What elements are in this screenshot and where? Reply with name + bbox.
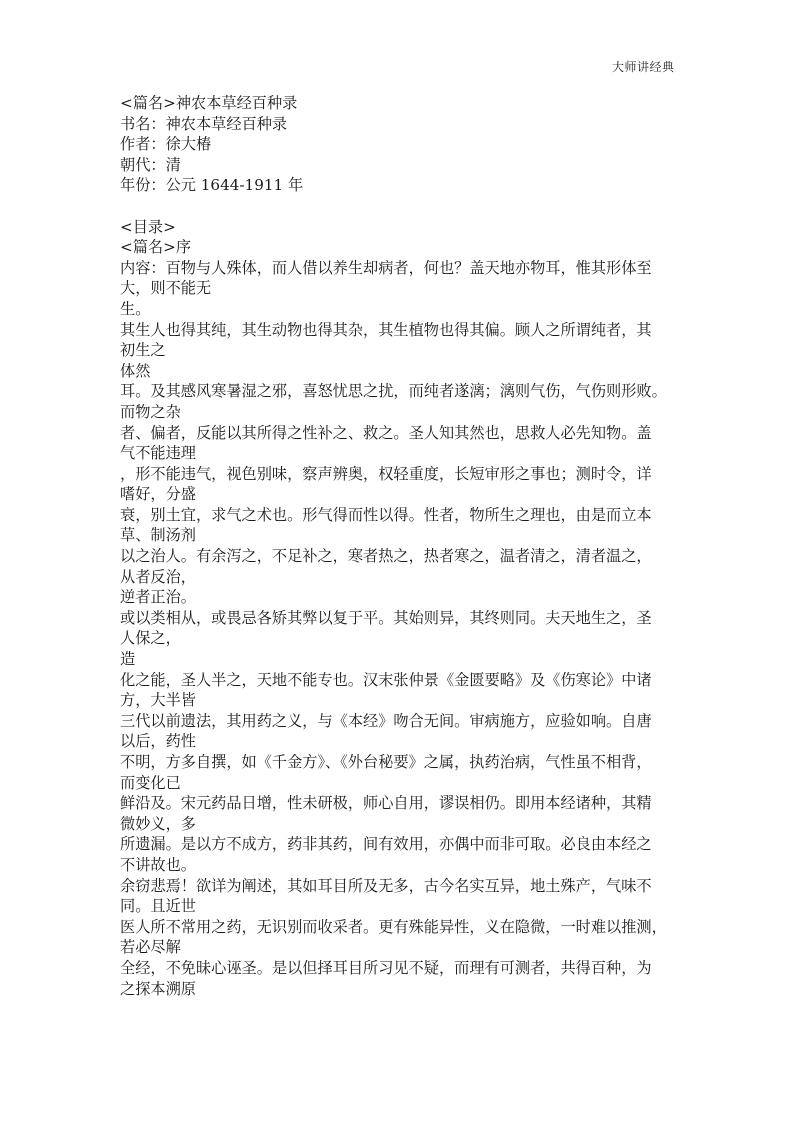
text-line: 微妙义，多 xyxy=(120,814,196,833)
text-line: 初生之 xyxy=(120,341,166,360)
text-line: 生。 xyxy=(120,299,151,318)
book-name-line: 书名：神农本草经百种录 xyxy=(120,114,288,133)
text-line: 化之能，圣人半之，天地不能专也。汉末张仲景《金匮要略》及《伤寒论》中诸 xyxy=(120,670,652,689)
text-line: 不讲故也。 xyxy=(120,855,196,874)
title-line: <篇名>神农本草经百种录 xyxy=(120,94,298,112)
text-line: 造 xyxy=(120,650,136,669)
text-line: 体然 xyxy=(120,361,151,380)
text-line: 全经，不免昧心诬圣。是以但择耳目所习见不疑，而理有可测者，共得百种，为 xyxy=(120,958,652,977)
text-line: 同。且近世 xyxy=(120,897,196,916)
text-line: 衰，别土宜，求气之术也。形气得而性以得。性者，物所生之理也，由是而立本 xyxy=(120,505,652,524)
text-line: 或以类相从，或畏忌各矫其弊以复于平。其始则异，其终则同。夫天地生之，圣 xyxy=(120,608,652,627)
text-line: 草、制汤剂 xyxy=(120,526,196,545)
text-line: 从者反治， xyxy=(120,567,196,586)
text-line: 而物之杂 xyxy=(120,402,181,421)
text-line: 以之治人。有余泻之，不足补之，寒者热之，热者寒之，温者清之，清者温之， xyxy=(120,547,652,566)
text-line: 若必尽解 xyxy=(120,938,181,957)
text-line: 鲜沿及。宋元药品日增，性未研极，师心自用，谬误相仍。即用本经诸种，其精 xyxy=(120,794,652,813)
text-line: 不明，方多自撰，如《千金方》、《外台秘要》之属，执药治病，气性虽不相背， xyxy=(120,753,652,771)
text-line: 逆者正治。 xyxy=(120,588,196,607)
text-line: 耳。及其感风寒暑湿之邪，喜怒忧思之扰，而纯者遂漓；漓则气伤，气伤则形败。 xyxy=(120,382,667,401)
text-line: 以后，药性 xyxy=(120,732,196,751)
table-of-contents xyxy=(120,217,680,258)
text-line: 而变化已 xyxy=(120,773,181,792)
text-line: 三代以前遗法，其用药之义，与《本经》吻合无间。审病施方，应验如响。自唐 xyxy=(120,711,652,730)
text-line: 医人所不常用之药，无识别而收采者。更有殊能异性，义在隐微，一时难以推测， xyxy=(120,917,667,936)
text-line: 之探本溯原 xyxy=(120,979,196,998)
text-line: 大，则不能无 xyxy=(120,279,212,298)
preface-text xyxy=(120,258,680,999)
page-header: 大师讲经典 xyxy=(612,60,675,74)
section-title: <篇名>序 xyxy=(120,238,192,257)
text-line: 气不能违理 xyxy=(120,444,196,463)
text-line: 人保之， xyxy=(120,629,181,648)
dynasty-line: 朝代：清 xyxy=(120,155,181,174)
text-line: 所遗漏。是以方不成方，药非其药，间有效用，亦偶中而非可取。必良由本经之 xyxy=(120,835,652,854)
text-line: 者、偏者，反能以其所得之性补之、救之。圣人知其然也，思救人必先知物。盖 xyxy=(120,423,652,442)
spacer xyxy=(120,196,680,217)
text-line: 方，大半皆 xyxy=(120,691,196,710)
year-line: 年份：公元 1644-1911 年 xyxy=(120,176,304,195)
author-line: 作者：徐大椿 xyxy=(120,135,212,154)
catalog-label: <目录> xyxy=(120,217,176,236)
text-line: 内容：百物与人殊体，而人借以养生却病者，何也？盖天地亦物耳，惟其形体至 xyxy=(120,258,652,277)
text-line: 其生人也得其纯，其生动物也得其杂，其生植物也得其偏。顾人之所谓纯者，其 xyxy=(120,320,652,339)
document-body xyxy=(120,93,680,999)
book-metadata xyxy=(120,93,680,196)
text-line: ，形不能违气，视色别味，察声辨奥，权轻重度，长短审形之事也；测时令，详 xyxy=(120,464,652,483)
text-line: 嗜好，分盛 xyxy=(120,485,196,504)
text-line: 余窃悲焉！欲详为阐述，其如耳目所及无多，古今名实互异，地土殊产，气味不 xyxy=(120,876,652,895)
